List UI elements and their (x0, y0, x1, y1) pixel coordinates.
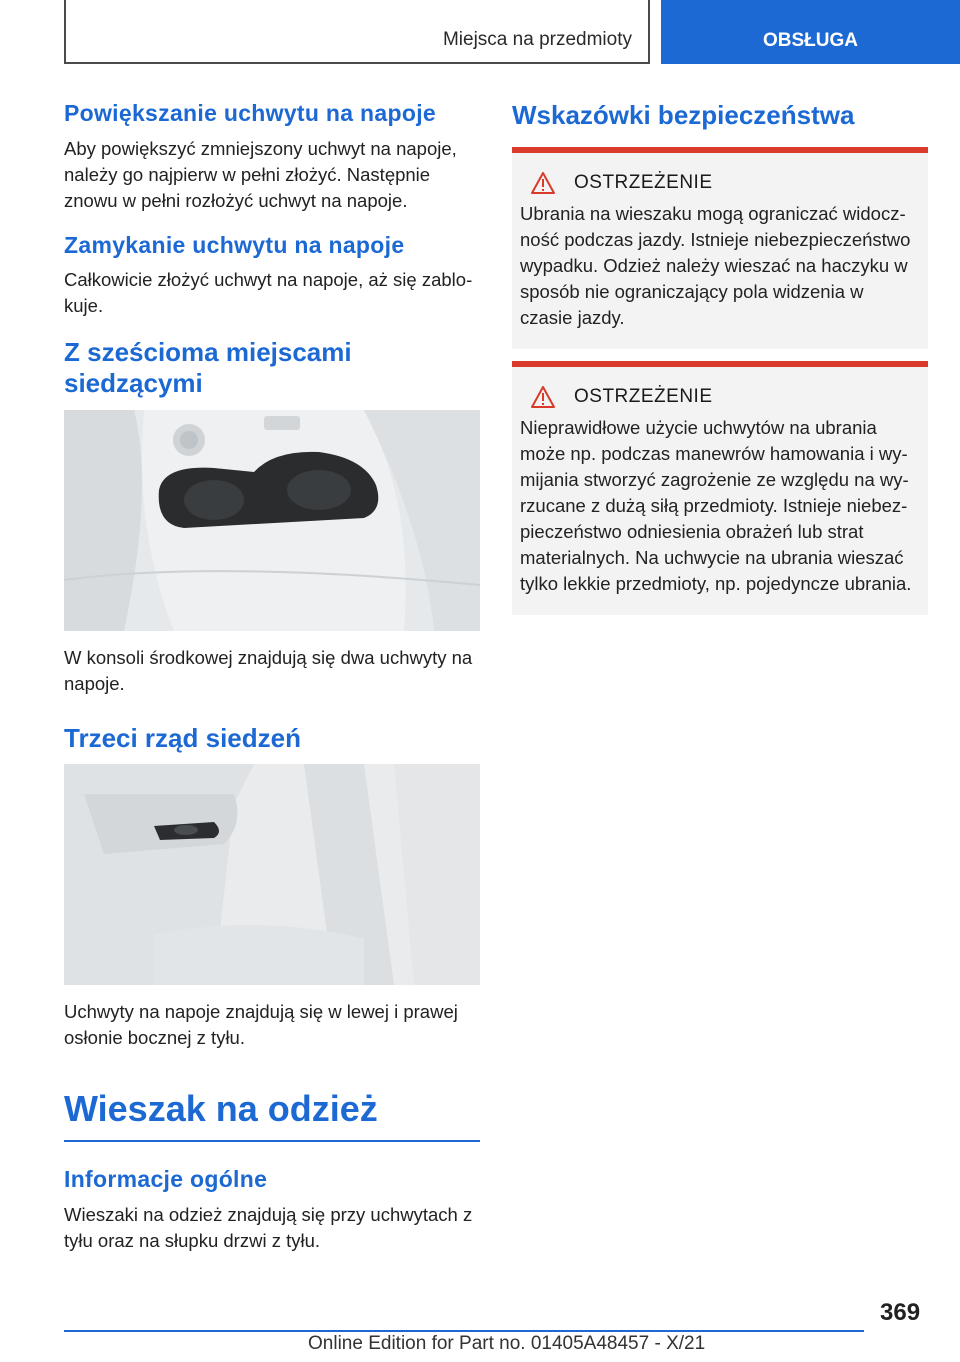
warning-triangle-icon (530, 385, 556, 409)
image-third-row-cupholder (64, 764, 480, 985)
right-column (512, 100, 928, 627)
heading-close-cupholder: Zamykanie uchwytu na napoje (64, 231, 405, 258)
warning-text: Ubrania na wieszaku mogą ograniczać widoczność podczas jazdy. Istnieje niebezpieczeństwo wypadku. Odzież należy wieszać na haczyku w sposób nie ograniczający pola widzenia w czasie jazdy. (520, 203, 911, 329)
warning-box-visibility (512, 147, 928, 349)
text-enlarge-cupholder: Aby powiększyć zmniejszony uchwyt na napoje, należy go najpierw w pełni złożyć. Następnie znowu w pełni rozłożyć uchwyt na napoje. (64, 137, 457, 211)
heading-safety-notes: Wskazówki bezpieczeństwa (512, 100, 855, 130)
warning-title: OSTRZEŻENIE (574, 172, 713, 194)
page-number: 369 (880, 1299, 921, 1326)
header-section-title: Miejsca na przedmioty (442, 29, 632, 50)
warning-text: Nieprawidłowe użycie uchwytów na ubrania może np. podczas manewrów hamowania i wymijania stworzyć zagrożenie ze względu na wyrzucane z dużą siłą przedmioty. Istnieje niebezpieczeństwo odniesienia obrażeń lub strat materialnych. Na uchwycie na ubrania wieszać tylko lekkie przedmioty, np. pojedyncze ubrania. (520, 417, 912, 595)
text-close-cupholder: Całkowicie złożyć uchwyt na napoje, aż się zablokuje. (64, 269, 473, 317)
text-general-info: Wieszaki na odzież znajdują się przy uchwytach z tyłu oraz na słupku drzwi z tyłu. (64, 1203, 473, 1251)
header-chapter-label: OBSŁUGA (763, 30, 858, 51)
footer-edition: Online Edition for Part no. 01405A48457 - X/21 (308, 1333, 706, 1354)
warning-box-hanger-load (512, 361, 928, 615)
caption-third-row: Uchwyty na napoje znajdują się w lewej i prawej osłonie bocznej z tyłu. (64, 1000, 458, 1048)
warning-triangle-icon (530, 171, 556, 195)
left-column (64, 100, 480, 1254)
header-section-box (64, 0, 650, 64)
heading-coat-hanger: Wieszak na odzież (64, 1087, 378, 1129)
image-center-console-cupholders (64, 410, 480, 631)
heading-general-info: Informacje ogólne (64, 1165, 268, 1192)
heading-six-seats: Z sześcioma miejscami siedzącymi (64, 337, 352, 399)
header-chapter-tab (661, 0, 960, 64)
heading-third-row: Trzeci rząd siedzeń (64, 722, 301, 753)
footer-divider (64, 1330, 864, 1332)
heading-enlarge-cupholder: Powiększanie uchwytu na napoje (64, 100, 436, 126)
caption-six-seats: W konsoli środkowej znajdują się dwa uchwyty na napoje. (64, 646, 473, 694)
warning-title: OSTRZEŻENIE (574, 386, 713, 408)
